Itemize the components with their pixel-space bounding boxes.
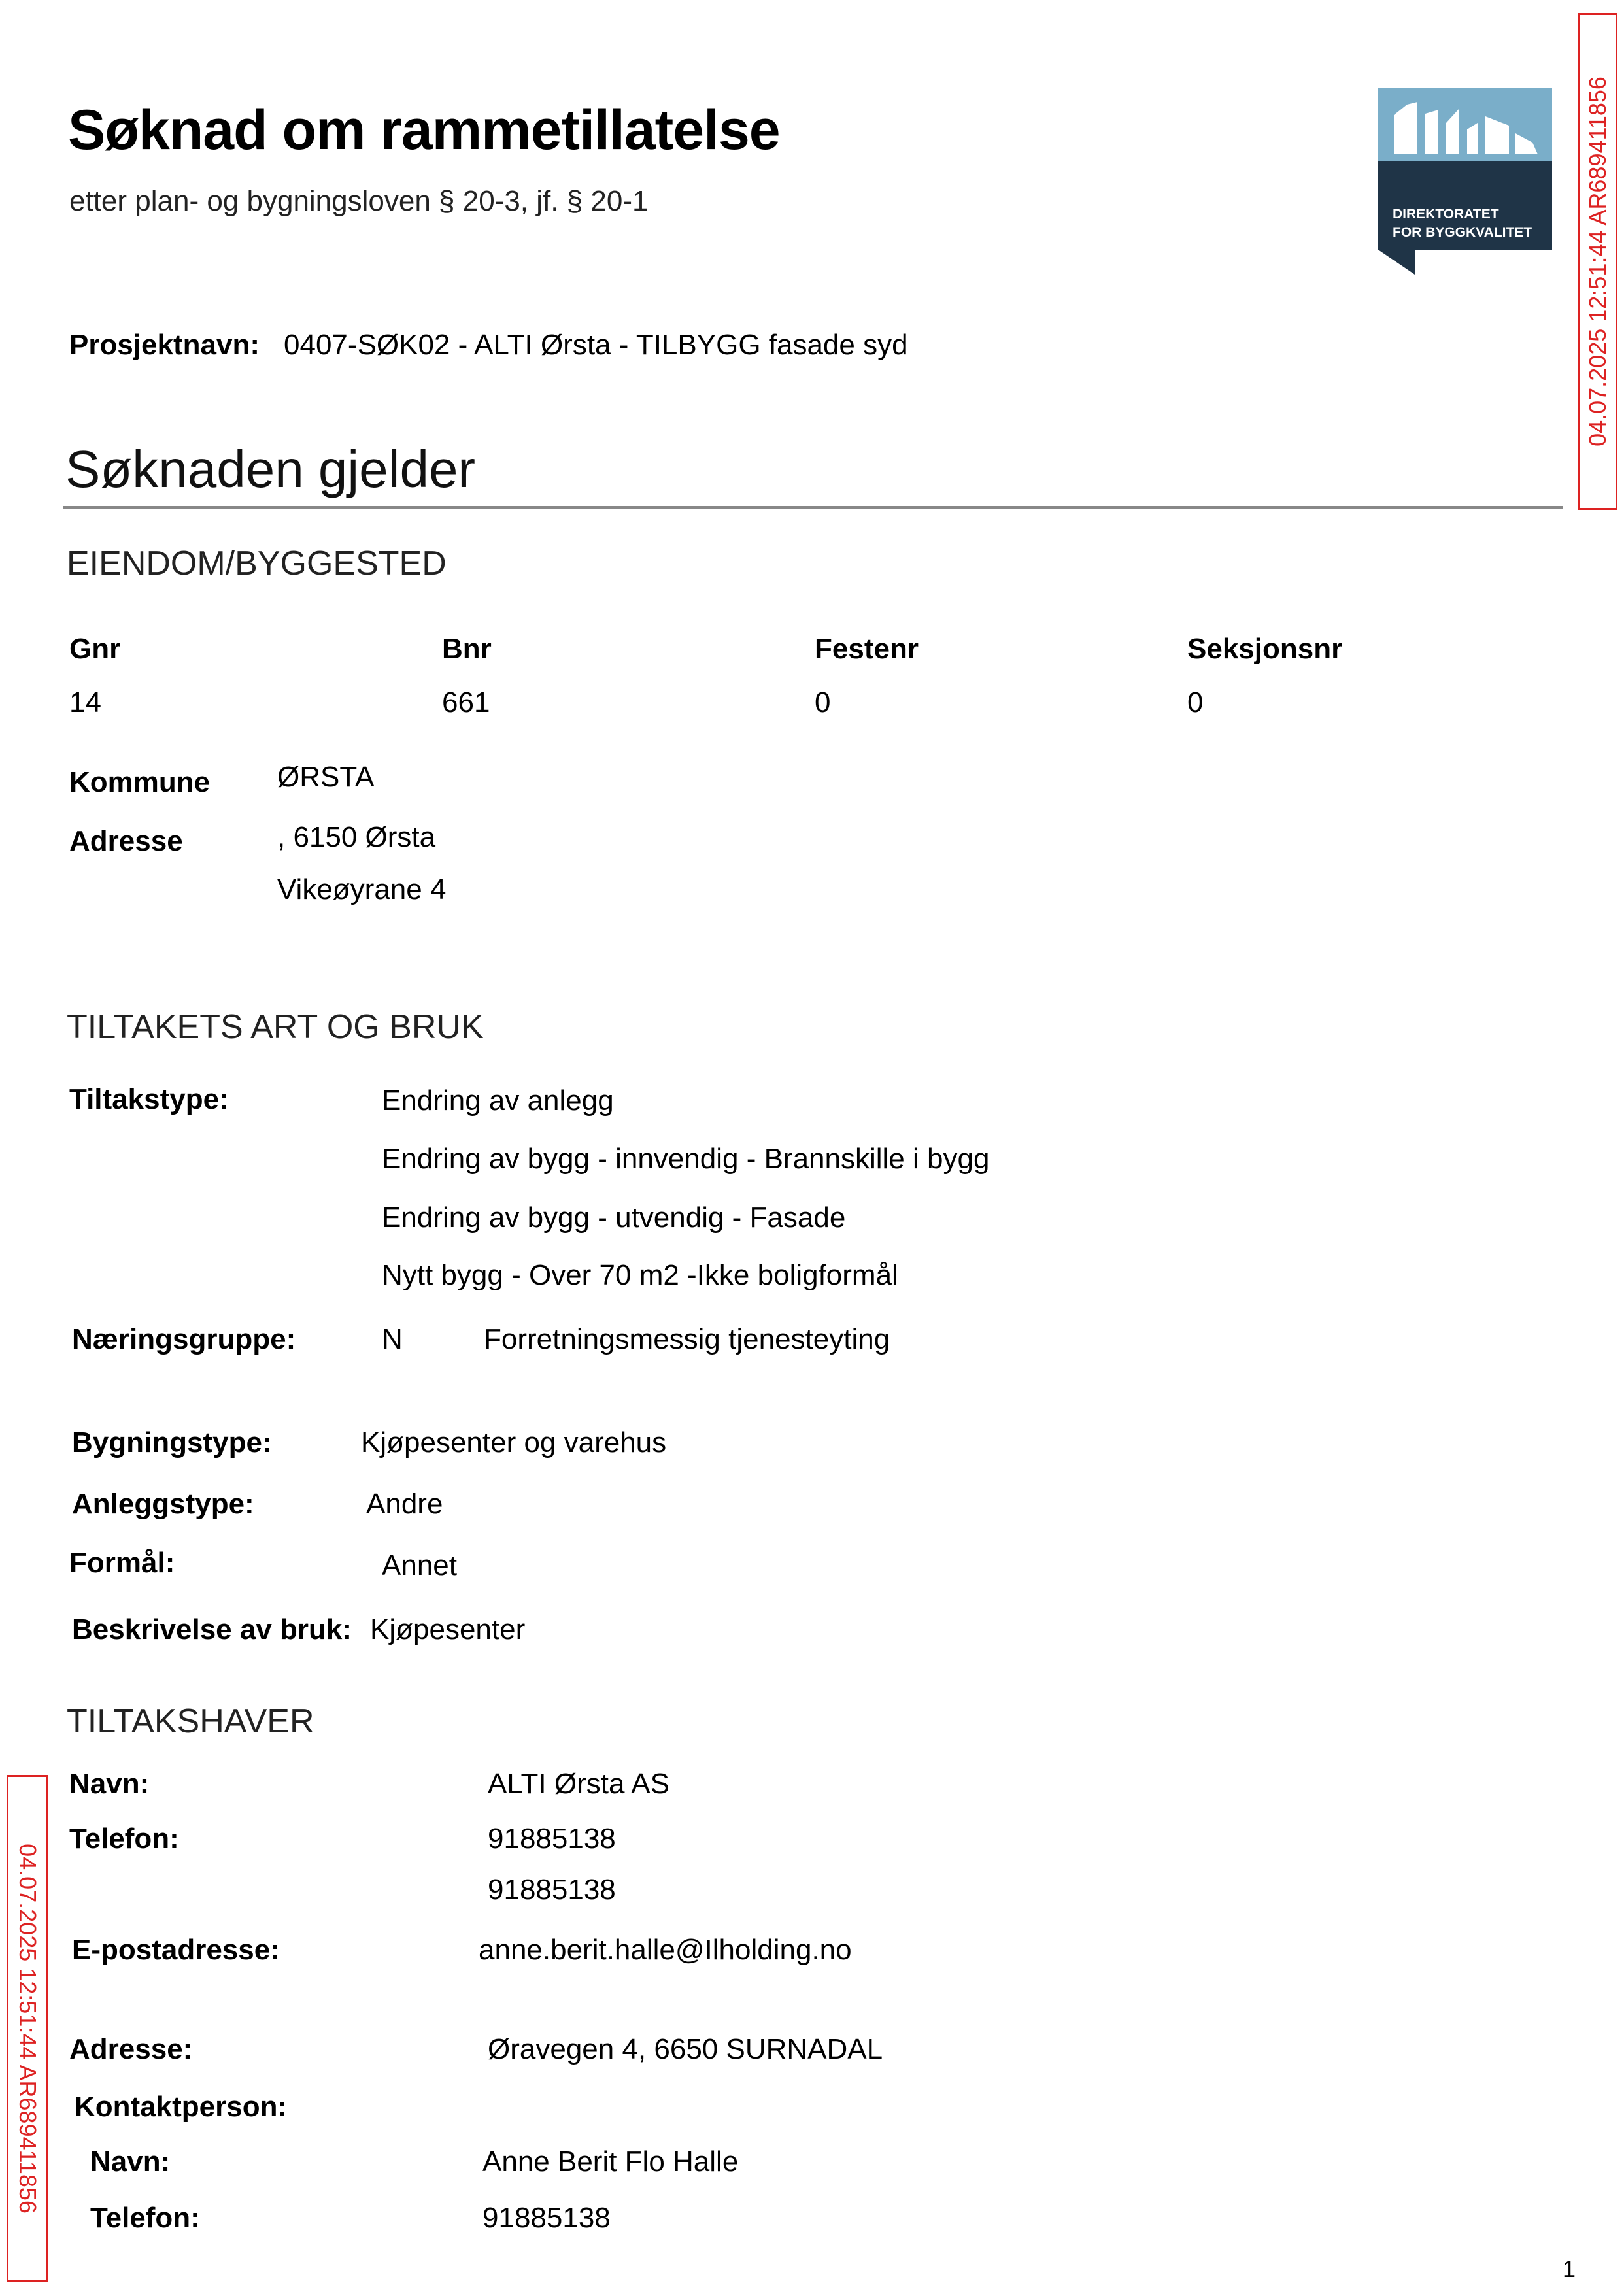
seksjonsnr-label: Seksjonsnr [1187,633,1343,665]
kontakt-telefon-value: 91885138 [482,2202,611,2234]
tiltakstype-label: Tiltakstype: [69,1083,229,1115]
tiltakstype-item: Endring av bygg - innvendig - Brannskille i bygg [382,1143,990,1175]
festenr-value: 0 [815,686,831,718]
naeringsgruppe-value: Forretningsmessig tjenesteyting [484,1323,890,1355]
seksjonsnr-value: 0 [1187,686,1204,718]
bygningstype-value: Kjøpesenter og varehus [361,1426,667,1459]
dibk-logo-graphic [1378,88,1552,275]
epost-label: E-postadresse: [72,1934,280,1966]
kommune-value: ØRSTA [277,761,375,793]
bnr-label: Bnr [442,633,492,665]
stamp-text: 04.07.2025 12:51:44 AR689411856 [1584,76,1611,447]
section-title: Søknaden gjelder [65,440,476,498]
tiltakshaver-heading: TILTAKSHAVER [67,1702,314,1740]
telefon-value: 91885138 [488,1823,616,1855]
project-label: Prosjektnavn: [69,329,260,361]
naeringsgruppe-code: N [382,1323,403,1355]
stamp-text: 04.07.2025 12:51:44 AR689411856 [14,1843,41,2214]
tiltakstype-item: Nytt bygg - Over 70 m2 -Ikke boligformål [382,1259,898,1291]
festenr-label: Festenr [815,633,919,665]
tiltakshaver-adresse-value: Øravegen 4, 6650 SURNADAL [488,2033,883,2065]
kontaktperson-label: Kontaktperson: [75,2091,288,2123]
beskrivelse-label: Beskrivelse av bruk: [72,1613,352,1645]
kontakt-navn-label: Navn: [90,2146,171,2178]
tiltak-heading: TILTAKETS ART OG BRUK [67,1008,484,1046]
kontakt-navn-value: Anne Berit Flo Halle [482,2146,739,2178]
gnr-label: Gnr [69,633,121,665]
dibk-logo [1378,88,1552,275]
beskrivelse-value: Kjøpesenter [370,1613,526,1645]
naeringsgruppe-label: Næringsgruppe: [72,1323,296,1355]
tiltakstype-item: Endring av anlegg [382,1085,614,1117]
kontakt-telefon-label: Telefon: [90,2202,200,2234]
tiltakshaver-adresse-label: Adresse: [69,2033,193,2065]
bygningstype-label: Bygningstype: [72,1426,272,1459]
timestamp-stamp-right [1578,13,1617,510]
gnr-value: 14 [69,686,101,718]
document-subtitle: etter plan- og bygningsloven § 20-3, jf. § 20-1 [69,185,649,217]
property-heading: EIENDOM/BYGGESTED [67,545,447,582]
logo-text-line2: FOR BYGGKVALITET [1393,225,1532,240]
timestamp-stamp-left [7,1775,48,2282]
kommune-label: Kommune [69,766,211,798]
tiltakstype-item: Endring av bygg - utvendig - Fasade [382,1202,846,1234]
epost-value: anne.berit.halle@Ilholding.no [479,1934,852,1966]
adresse-label: Adresse [69,825,183,857]
document-title: Søknad om rammetillatelse [68,99,780,161]
page-number: 1 [1563,2255,1576,2282]
telefon-value-2: 91885138 [488,1874,616,1906]
bnr-value: 661 [442,686,490,718]
anleggstype-value: Andre [366,1488,443,1520]
navn-label: Navn: [69,1768,150,1800]
navn-value: ALTI Ørsta AS [488,1768,669,1800]
project-value: 0407-SØK02 - ALTI Ørsta - TILBYGG fasade syd [284,329,908,361]
logo-text-line1: DIREKTORATET [1393,207,1499,222]
adresse-line2: Vikeøyrane 4 [277,873,447,905]
adresse-line1: , 6150 Ørsta [277,821,436,853]
formal-label: Formål: [69,1547,175,1579]
formal-value: Annet [382,1549,457,1581]
telefon-label: Telefon: [69,1823,179,1855]
section-divider [63,506,1563,509]
anleggstype-label: Anleggstype: [72,1488,254,1520]
